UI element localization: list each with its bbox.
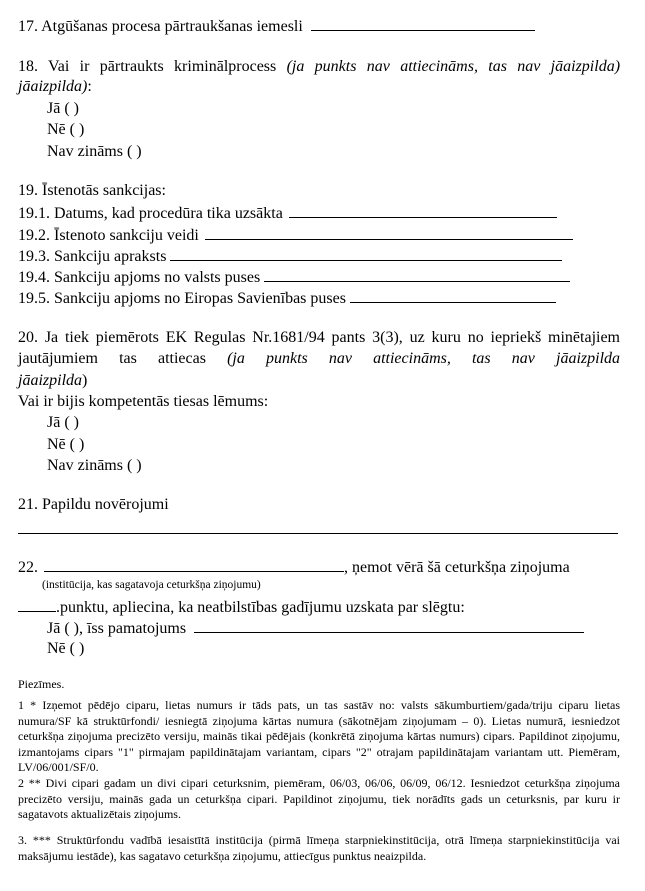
q19-4-blank[interactable] bbox=[264, 267, 570, 282]
q20-option-no[interactable]: Nē ( ) bbox=[47, 436, 85, 453]
q18-note: (ja punkts nav attiecināms, tas nav jāaizpilda) bbox=[286, 58, 621, 75]
q22-option-yes: Jā ( ), īss pamatojums bbox=[47, 618, 584, 638]
q19-item-2: 19.2. Īstenoto sankciju veidi bbox=[18, 225, 573, 245]
q18-line2: jāaizpilda): bbox=[18, 78, 92, 95]
q22-institution-blank[interactable] bbox=[44, 557, 344, 572]
q22-second-line: .punktu, apliecina, ka neatbilstības gadījumu uzskata par slēgtu: bbox=[18, 597, 465, 617]
q18-text: 18. Vai ir pārtraukts kriminālprocess bbox=[18, 58, 277, 75]
note-1: 1 * Izņemot pēdējo ciparu, lietas numurs ir tāds pats, un tas sastāv no: valsts sākumburtiem/gada/triju ciparu lietas numura/SF kā struktūrfondi/ iesniegtā ziņojuma kārtas numura (sākotnējam ziņojumam – 0). Lietas numurā, iesniedzot ceturkšņa ziņojuma precizēto versiju, mainās tikai pēdējais (konkrētā ziņojuma kārtas numurs) cipars. Papildinot ziņojumu, izmantojams cipars "1" pirmajam papildinātajam variantam, cipars "2" otrajam papildinātajam variantam utt. Piemēram, LV/06/001/SF/0. bbox=[18, 698, 620, 775]
q18-option-no[interactable]: Nē ( ) bbox=[47, 121, 85, 138]
q19-heading: 19. Īstenotās sankcijas: bbox=[18, 182, 166, 199]
q22-caption: (institūcija, kas sagatavoja ceturkšņa ziņojumu) bbox=[42, 579, 261, 591]
q19-3-blank[interactable] bbox=[170, 246, 562, 261]
q21-blank[interactable] bbox=[18, 533, 618, 534]
q22-point-blank[interactable] bbox=[18, 597, 56, 612]
q20-line3: jāaizpilda) bbox=[18, 372, 88, 389]
q19-item-3: 19.3. Sankciju apraksts bbox=[18, 246, 562, 266]
q19-1-blank[interactable] bbox=[289, 203, 557, 218]
q20-option-unknown[interactable]: Nav zināms ( ) bbox=[47, 457, 142, 474]
q18-question bbox=[18, 57, 620, 97]
notes-heading: Piezīmes. bbox=[18, 677, 65, 691]
note-2: 2 ** Divi cipari gadam un divi cipari ceturksnim, piemēram, 06/03, 06/06, 06/09, 06/12. Iesniedzot ceturkšņa ziņojuma precizēto versiju, mainās gada un ceturkšņa cipari. Papildinot ziņojumu, tiek norādīts gads un ceturksnis, par kuru ir sagatavots aktualizētais ziņojums. bbox=[18, 776, 620, 822]
q20-court-question: Vai ir bijis kompetentās tiesas lēmums: bbox=[18, 393, 269, 410]
q22-justification-blank[interactable] bbox=[194, 618, 584, 633]
q18-option-unknown[interactable]: Nav zināms ( ) bbox=[47, 143, 142, 160]
q20-option-yes[interactable]: Jā ( ) bbox=[47, 414, 79, 431]
q17-label: 17. Atgūšanas procesa pārtraukšanas iemesli bbox=[18, 18, 303, 35]
q19-item-4: 19.4. Sankciju apjoms no valsts puses bbox=[18, 267, 570, 287]
q21-label: 21. Papildu novērojumi bbox=[18, 496, 169, 513]
q17-row bbox=[18, 16, 535, 36]
note-3: 3. *** Struktūrfondu vadībā iesaistītā institūcija (pirmā līmeņa starpniekinstitūcija, otrā līmeņa starpniekinstitūcija vai maksājumu iestāde), kas sagatavo ceturkšņa ziņojumu, attiecīgus punktus neaizpilda. bbox=[18, 833, 620, 863]
q19-5-blank[interactable] bbox=[350, 288, 556, 303]
q18-option-yes[interactable]: Jā ( ) bbox=[47, 100, 79, 117]
q20-question: 20. Ja tiek piemērots EK Regulas Nr.1681/94 pants 3(3), uz kuru no iepriekš minētajiem jautājumiem tas attiecas (ja punkts nav attiecināms, tas nav jāaizpilda bbox=[18, 329, 621, 367]
q22-option-no[interactable]: Nē ( ) bbox=[47, 640, 85, 657]
q19-item-5: 19.5. Sankciju apjoms no Eiropas Savienības puses bbox=[18, 288, 556, 308]
q19-2-blank[interactable] bbox=[205, 225, 573, 240]
q17-blank[interactable] bbox=[311, 16, 535, 31]
q19-item-1: 19.1. Datums, kad procedūra tika uzsākta bbox=[18, 203, 557, 223]
q22-row: 22. , ņemot vērā šā ceturkšņa ziņojuma bbox=[18, 559, 570, 576]
